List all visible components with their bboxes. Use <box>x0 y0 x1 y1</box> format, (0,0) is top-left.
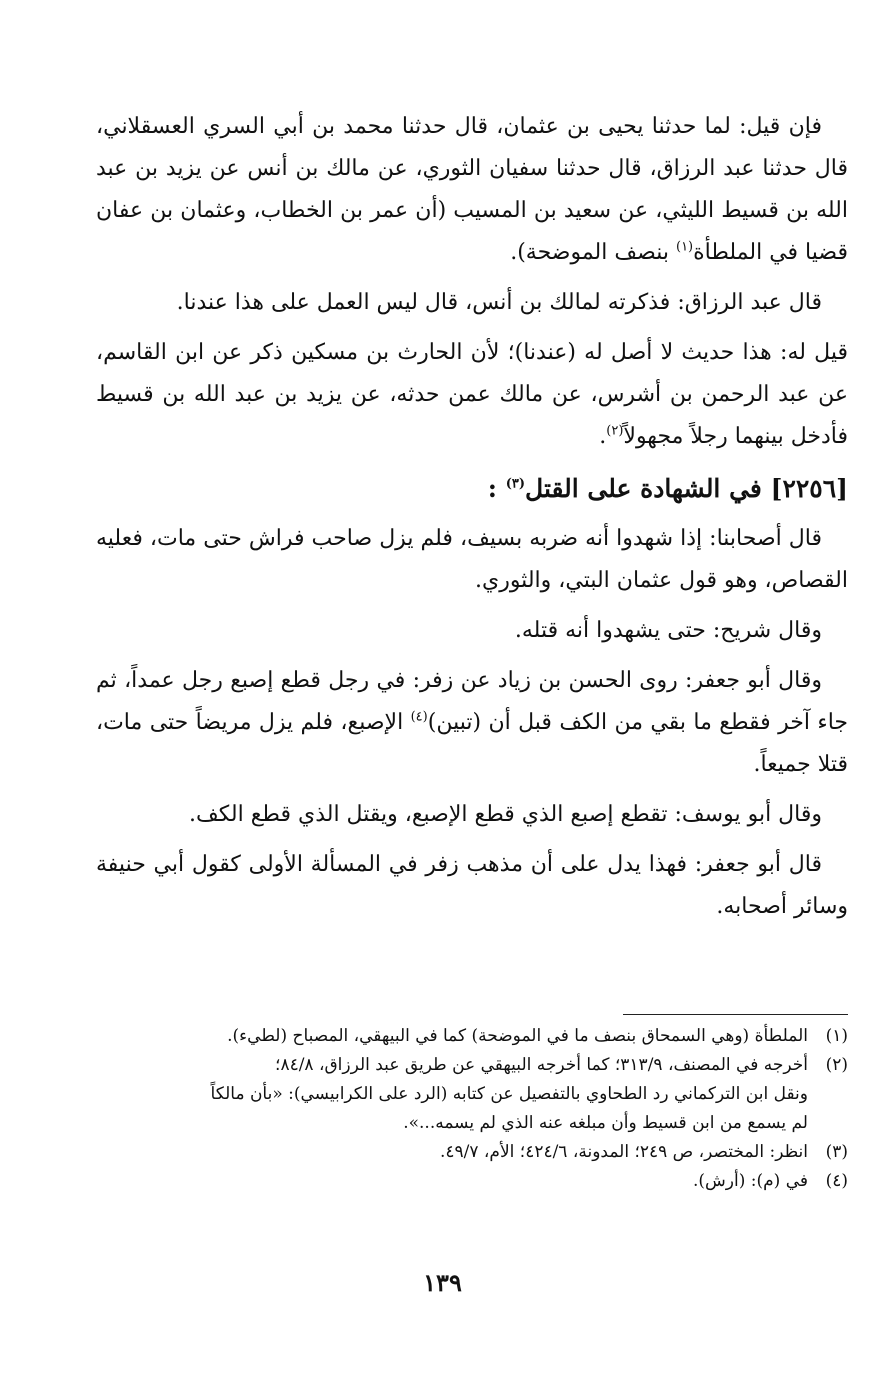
paragraph-6 <box>96 660 848 786</box>
paragraph-3 <box>96 332 848 458</box>
paragraph-text-end: . <box>599 424 607 449</box>
footnote-divider <box>623 1014 848 1015</box>
paragraph-text: قال عبد الرزاق: فذكرته لمالك بن أنس، قال ليس العمل على هذا عندنا. <box>176 290 822 315</box>
paragraph-4 <box>96 518 848 602</box>
footnote-4 <box>96 1167 848 1196</box>
footnote-line: ونقل ابن التركماني رد الطحاوي بالتفصيل عن كتابه (الرد على الكرابيسي): «بأن مالكاً <box>210 1084 808 1104</box>
paragraph-text: قيل له: هذا حديث لا أصل له (عندنا)؛ لأن الحارث بن مسكين ذكر عن ابن القاسم، عن عبد الرحمن بن أشرس، عن مالك عمن حدثه، عن يزيد بن عبد الله بن قسيط فأدخل بينهما رجلاً مجهولاً <box>96 340 848 449</box>
footnote-number: (٢) <box>825 1055 848 1075</box>
footnote-line: أخرجه في المصنف، ٣١٣/٩؛ كما أخرجه البيهقي عن طريق عبد الرزاق، ٨٤/٨؛ <box>275 1055 808 1075</box>
footnote-text <box>96 1051 808 1138</box>
paragraph-text: فإن قيل: لما حدثنا يحيى بن عثمان، قال حدثنا محمد بن أبي السري العسقلاني، قال حدثنا عبد الرزاق، قال حدثنا سفيان الثوري، عن مالك بن أنس عن يزيد بن عبد الله بن قسيط الليثي، عن سعيد بن المسيب (أن عمر بن الخطاب، وعثمان بن عفان قضيا في الملطأة <box>96 114 848 265</box>
paragraph-8 <box>96 844 848 928</box>
footnote-line: لم يسمع من ابن قسيط وأن مبلغه عنه الذي لم يسمه...». <box>403 1113 808 1133</box>
page-number: ١٣٩ <box>423 1268 462 1297</box>
section-title: في الشهادة على القتل <box>525 474 762 503</box>
paragraph-text: وقال أبو جعفر: روى الحسن بن زياد عن زفر: في رجل قطع إصبع رجل عمداً، ثم جاء آخر فقطع ما بقي من الكف قبل أن (تبين) <box>96 668 848 735</box>
paragraph-text: قال أصحابنا: إذا شهدوا أنه ضربه بسيف، فلم يزل صاحب فراش حتى مات، فعليه القصاص، وهو قول عثمان البتي، والثوري. <box>96 526 848 593</box>
paragraph-7 <box>96 794 848 836</box>
footnote-text <box>96 1022 808 1051</box>
footnote-ref-1[interactable]: (١) <box>675 239 694 255</box>
footnote-line: انظر: المختصر، ص ٢٤٩؛ المدونة، ٤٢٤/٦؛ الأم، ٤٩/٧. <box>440 1142 808 1162</box>
footnote-text <box>96 1167 808 1196</box>
footnote-2 <box>96 1051 848 1138</box>
footnote-number: (٤) <box>825 1171 848 1191</box>
footnote-1 <box>96 1022 848 1051</box>
paragraph-5 <box>96 610 848 652</box>
footnote-ref-3[interactable]: (٣) <box>505 476 526 492</box>
paragraph-text-end: الإصبع، فلم يزل مريضاً حتى مات، قتلا جميعاً. <box>96 710 848 777</box>
paragraph-2 <box>96 282 848 324</box>
section-heading <box>96 468 848 510</box>
footnote-line: الملطأة (وهي السمحاق بنصف ما في الموضحة) كما في البيهقي، المصباح (لطيء). <box>227 1026 808 1046</box>
section-title-end: : <box>487 474 497 503</box>
footnote-text <box>96 1138 808 1167</box>
footnote-line: في (م): (أرش). <box>693 1171 808 1191</box>
main-text <box>96 106 848 936</box>
paragraph-text: قال أبو جعفر: فهذا يدل على أن مذهب زفر في المسألة الأولى كقول أبي حنيفة وسائر أصحابه. <box>96 852 848 919</box>
paragraph-text: وقال أبو يوسف: تقطع إصبع الذي قطع الإصبع، ويقتل الذي قطع الكف. <box>188 802 822 827</box>
footnote-ref-2[interactable]: (٢) <box>606 423 624 439</box>
paragraph-1 <box>96 106 848 274</box>
footnotes <box>96 1022 848 1196</box>
footnote-number: (١) <box>825 1026 848 1046</box>
footnote-3 <box>96 1138 848 1167</box>
paragraph-text: وقال شريح: حتى يشهدوا أنه قتله. <box>514 618 822 643</box>
footnote-ref-4[interactable]: (٤) <box>410 709 428 725</box>
paragraph-text-end: بنصف الموضحة). <box>510 240 676 265</box>
section-number: [٢٢٥٦] <box>770 474 848 503</box>
footnote-number: (٣) <box>825 1142 848 1162</box>
